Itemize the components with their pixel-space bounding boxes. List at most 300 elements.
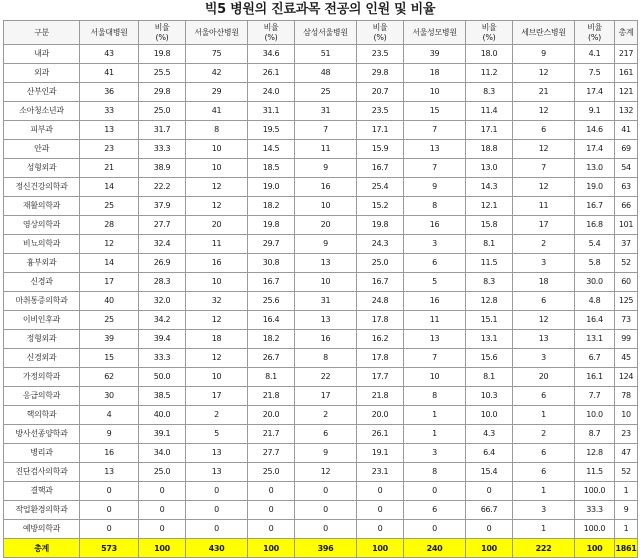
table-cell: 42 xyxy=(186,64,248,83)
table-cell: 0 xyxy=(357,501,404,520)
table-cell: 8.7 xyxy=(575,425,615,444)
table-cell: 9 xyxy=(295,159,357,178)
table-cell: 12 xyxy=(186,311,248,330)
table-cell: 7 xyxy=(513,159,575,178)
table-cell: 15 xyxy=(404,102,466,121)
table-cell: 0 xyxy=(139,520,186,539)
table-cell: 8.1 xyxy=(466,235,513,254)
table-row xyxy=(4,406,638,425)
table-cell: 41 xyxy=(186,102,248,121)
table-cell: 30.0 xyxy=(575,273,615,292)
table-cell: 6 xyxy=(513,463,575,482)
table-row xyxy=(4,368,638,387)
table-row xyxy=(4,45,638,64)
table-cell: 25.6 xyxy=(248,292,295,311)
table-cell: 27.7 xyxy=(139,216,186,235)
table-cell: 40.0 xyxy=(139,406,186,425)
table-cell: 4.3 xyxy=(466,425,513,444)
table-cell: 20.0 xyxy=(357,406,404,425)
resident-ratio-table xyxy=(3,20,638,558)
table-cell: 10.0 xyxy=(466,406,513,425)
header-ratio-2: 비율 (%) xyxy=(248,21,295,45)
table-cell: 2 xyxy=(186,406,248,425)
table-cell: 26.1 xyxy=(248,64,295,83)
table-cell: 3 xyxy=(404,444,466,463)
table-cell: 10 xyxy=(186,273,248,292)
table-cell: 9 xyxy=(404,178,466,197)
table-cell: 0 xyxy=(139,482,186,501)
table-cell: 13.1 xyxy=(466,330,513,349)
table-cell: 19.8 xyxy=(248,216,295,235)
table-cell: 13 xyxy=(295,311,357,330)
table-cell: 16.2 xyxy=(357,330,404,349)
table-cell: 43 xyxy=(80,45,139,64)
table-cell: 0 xyxy=(186,501,248,520)
table-cell: 62 xyxy=(80,368,139,387)
table-cell: 26.1 xyxy=(357,425,404,444)
table-row xyxy=(4,159,638,178)
row-department: 결핵과 xyxy=(4,482,80,501)
table-cell: 52 xyxy=(615,254,638,273)
row-department: 외과 xyxy=(4,64,80,83)
table-cell: 21.8 xyxy=(248,387,295,406)
table-cell: 73 xyxy=(615,311,638,330)
table-cell: 7 xyxy=(404,121,466,140)
table-cell: 13 xyxy=(186,444,248,463)
table-cell: 7.7 xyxy=(575,387,615,406)
row-department: 정신건강의학과 xyxy=(4,178,80,197)
row-department: 신경외과 xyxy=(4,349,80,368)
table-cell: 0 xyxy=(404,482,466,501)
table-cell: 16.7 xyxy=(248,273,295,292)
table-cell: 6 xyxy=(404,254,466,273)
table-cell: 66 xyxy=(615,197,638,216)
table-cell: 9 xyxy=(615,501,638,520)
table-row xyxy=(4,311,638,330)
table-cell: 17.1 xyxy=(466,121,513,140)
table-cell: 15.2 xyxy=(357,197,404,216)
table-cell: 19.8 xyxy=(357,216,404,235)
table-cell: 16.4 xyxy=(248,311,295,330)
table-cell: 7 xyxy=(295,121,357,140)
table-cell: 16.7 xyxy=(357,273,404,292)
table-cell: 0 xyxy=(248,482,295,501)
table-cell: 16 xyxy=(404,292,466,311)
table-cell: 41 xyxy=(615,121,638,140)
table-cell: 16 xyxy=(295,178,357,197)
table-cell: 12.8 xyxy=(466,292,513,311)
table-cell: 18.5 xyxy=(248,159,295,178)
table-cell: 31 xyxy=(295,292,357,311)
table-cell: 69 xyxy=(615,140,638,159)
table-cell: 10.3 xyxy=(466,387,513,406)
table-cell: 1 xyxy=(513,482,575,501)
table-cell: 19.5 xyxy=(248,121,295,140)
table-cell: 15.9 xyxy=(357,140,404,159)
table-cell: 12 xyxy=(80,235,139,254)
table-cell: 32.4 xyxy=(139,235,186,254)
table-cell: 0 xyxy=(248,520,295,539)
totals-row xyxy=(4,539,638,558)
table-cell: 18.8 xyxy=(466,140,513,159)
table-cell: 5 xyxy=(404,273,466,292)
table-cell: 16 xyxy=(295,330,357,349)
row-department: 흉부외과 xyxy=(4,254,80,273)
table-cell: 17.1 xyxy=(357,121,404,140)
table-cell: 32.0 xyxy=(139,292,186,311)
table-cell: 8 xyxy=(186,121,248,140)
header-ratio-3: 비율 (%) xyxy=(357,21,404,45)
table-row xyxy=(4,444,638,463)
table-cell: 39.1 xyxy=(139,425,186,444)
table-cell: 16.8 xyxy=(575,216,615,235)
row-department: 재활의학과 xyxy=(4,197,80,216)
table-cell: 124 xyxy=(615,368,638,387)
table-row xyxy=(4,83,638,102)
table-cell: 66.7 xyxy=(466,501,513,520)
table-cell: 15 xyxy=(80,349,139,368)
table-row xyxy=(4,292,638,311)
table-cell: 21.7 xyxy=(248,425,295,444)
table-cell: 100.0 xyxy=(575,482,615,501)
header-total: 총계 xyxy=(615,21,638,45)
table-cell: 13 xyxy=(186,463,248,482)
table-cell: 14.5 xyxy=(248,140,295,159)
header-hospital-3: 삼성서울병원 xyxy=(295,21,357,45)
table-cell: 8.3 xyxy=(466,83,513,102)
table-cell: 0 xyxy=(139,501,186,520)
table-cell: 28 xyxy=(80,216,139,235)
table-cell: 11.2 xyxy=(466,64,513,83)
table-cell: 12.8 xyxy=(575,444,615,463)
table-cell: 5.4 xyxy=(575,235,615,254)
table-cell: 10 xyxy=(404,83,466,102)
table-cell: 13.0 xyxy=(575,159,615,178)
table-cell: 7 xyxy=(404,159,466,178)
table-cell: 0 xyxy=(404,520,466,539)
table-cell: 29.7 xyxy=(248,235,295,254)
header-hospital-2: 서울아산병원 xyxy=(186,21,248,45)
table-cell: 6.4 xyxy=(466,444,513,463)
table-cell: 12 xyxy=(513,311,575,330)
table-row xyxy=(4,197,638,216)
table-cell: 20 xyxy=(513,368,575,387)
header-ratio-4: 비율 (%) xyxy=(466,21,513,45)
table-cell: 32 xyxy=(186,292,248,311)
table-cell: 10 xyxy=(186,159,248,178)
table-cell: 60 xyxy=(615,273,638,292)
table-cell: 12 xyxy=(186,178,248,197)
row-department: 신경과 xyxy=(4,273,80,292)
table-cell: 63 xyxy=(615,178,638,197)
table-row xyxy=(4,140,638,159)
table-cell: 4 xyxy=(80,406,139,425)
totals-label: 총계 xyxy=(4,539,80,558)
table-cell: 28.3 xyxy=(139,273,186,292)
table-cell: 12 xyxy=(513,140,575,159)
table-cell: 12 xyxy=(295,463,357,482)
table-cell: 17 xyxy=(295,387,357,406)
table-cell: 11 xyxy=(295,140,357,159)
table-row xyxy=(4,273,638,292)
table-cell: 37 xyxy=(615,235,638,254)
table-cell: 9 xyxy=(80,425,139,444)
table-cell: 54 xyxy=(615,159,638,178)
table-cell: 0 xyxy=(295,482,357,501)
table-cell: 48 xyxy=(295,64,357,83)
table-cell: 101 xyxy=(615,216,638,235)
table-cell: 52 xyxy=(615,463,638,482)
table-cell: 13 xyxy=(513,330,575,349)
table-cell: 51 xyxy=(295,45,357,64)
table-cell: 7.5 xyxy=(575,64,615,83)
table-cell: 36 xyxy=(80,83,139,102)
table-cell: 8 xyxy=(295,349,357,368)
table-cell: 14.6 xyxy=(575,121,615,140)
table-cell: 33.3 xyxy=(139,349,186,368)
table-cell: 23.1 xyxy=(357,463,404,482)
table-cell: 1 xyxy=(615,482,638,501)
table-cell: 13 xyxy=(404,330,466,349)
table-cell: 39.4 xyxy=(139,330,186,349)
table-cell: 16 xyxy=(80,444,139,463)
table-cell: 23 xyxy=(80,140,139,159)
table-cell: 33.3 xyxy=(575,501,615,520)
table-cell: 0 xyxy=(186,520,248,539)
table-cell: 1 xyxy=(404,406,466,425)
table-cell: 17.7 xyxy=(357,368,404,387)
table-cell: 11 xyxy=(513,197,575,216)
table-cell: 25 xyxy=(295,83,357,102)
table-row xyxy=(4,463,638,482)
table-row xyxy=(4,349,638,368)
table-cell: 16.7 xyxy=(357,159,404,178)
table-row xyxy=(4,102,638,121)
table-cell: 34.6 xyxy=(248,45,295,64)
totals-cell: 100 xyxy=(575,539,615,558)
totals-cell: 396 xyxy=(295,539,357,558)
table-row xyxy=(4,216,638,235)
table-cell: 0 xyxy=(357,482,404,501)
table-cell: 4.8 xyxy=(575,292,615,311)
table-cell: 11.5 xyxy=(575,463,615,482)
table-cell: 3 xyxy=(513,501,575,520)
row-department: 소아청소년과 xyxy=(4,102,80,121)
table-cell: 26.7 xyxy=(248,349,295,368)
table-cell: 18.2 xyxy=(248,197,295,216)
table-cell: 25.4 xyxy=(357,178,404,197)
table-cell: 16.4 xyxy=(575,311,615,330)
table-cell: 6.7 xyxy=(575,349,615,368)
table-cell: 0 xyxy=(80,520,139,539)
table-cell: 8 xyxy=(404,463,466,482)
row-department: 방사선종양학과 xyxy=(4,425,80,444)
table-cell: 33.3 xyxy=(139,140,186,159)
header-ratio-5: 비율 (%) xyxy=(575,21,615,45)
table-cell: 18.0 xyxy=(466,45,513,64)
table-cell: 34.2 xyxy=(139,311,186,330)
table-cell: 75 xyxy=(186,45,248,64)
table-cell: 41 xyxy=(80,64,139,83)
table-cell: 13 xyxy=(404,140,466,159)
row-department: 내과 xyxy=(4,45,80,64)
totals-cell: 100 xyxy=(357,539,404,558)
table-cell: 10 xyxy=(295,197,357,216)
table-cell: 17 xyxy=(513,216,575,235)
table-cell: 25.0 xyxy=(248,463,295,482)
table-cell: 6 xyxy=(513,387,575,406)
table-cell: 217 xyxy=(615,45,638,64)
table-cell: 50.0 xyxy=(139,368,186,387)
row-department: 성형외과 xyxy=(4,159,80,178)
table-cell: 29.8 xyxy=(357,64,404,83)
table-cell: 13.0 xyxy=(466,159,513,178)
totals-cell: 100 xyxy=(466,539,513,558)
table-cell: 12 xyxy=(513,178,575,197)
table-cell: 18 xyxy=(513,273,575,292)
table-cell: 9.1 xyxy=(575,102,615,121)
table-cell: 3 xyxy=(513,254,575,273)
table-cell: 125 xyxy=(615,292,638,311)
table-cell: 39 xyxy=(404,45,466,64)
table-cell: 17.4 xyxy=(575,83,615,102)
totals-cell: 100 xyxy=(248,539,295,558)
table-cell: 8 xyxy=(404,387,466,406)
row-department: 핵의학과 xyxy=(4,406,80,425)
table-row xyxy=(4,235,638,254)
table-cell: 0 xyxy=(466,520,513,539)
table-cell: 30.8 xyxy=(248,254,295,273)
table-cell: 11 xyxy=(404,311,466,330)
totals-cell: 100 xyxy=(139,539,186,558)
table-cell: 6 xyxy=(513,292,575,311)
table-cell: 1 xyxy=(404,425,466,444)
table-cell: 18.2 xyxy=(248,330,295,349)
totals-cell: 1861 xyxy=(615,539,638,558)
table-cell: 22.2 xyxy=(139,178,186,197)
header-ratio-1: 비율 (%) xyxy=(139,21,186,45)
table-cell: 13 xyxy=(80,121,139,140)
table-cell: 39 xyxy=(80,330,139,349)
table-cell: 0 xyxy=(248,501,295,520)
table-row xyxy=(4,520,638,539)
table-cell: 25 xyxy=(80,311,139,330)
table-cell: 8.3 xyxy=(466,273,513,292)
table-cell: 16 xyxy=(186,254,248,273)
table-cell: 14 xyxy=(80,178,139,197)
table-row xyxy=(4,501,638,520)
totals-cell: 240 xyxy=(404,539,466,558)
table-cell: 11.4 xyxy=(466,102,513,121)
table-cell: 13 xyxy=(295,254,357,273)
table-cell: 20.0 xyxy=(248,406,295,425)
table-cell: 9 xyxy=(513,45,575,64)
table-row xyxy=(4,330,638,349)
table-cell: 24.0 xyxy=(248,83,295,102)
row-department: 응급의학과 xyxy=(4,387,80,406)
table-cell: 11 xyxy=(186,235,248,254)
table-body xyxy=(4,45,638,539)
row-department: 예방의학과 xyxy=(4,520,80,539)
table-cell: 25.0 xyxy=(139,102,186,121)
table-cell: 23.5 xyxy=(357,45,404,64)
table-cell: 100.0 xyxy=(575,520,615,539)
totals-cell: 573 xyxy=(80,539,139,558)
table-cell: 6 xyxy=(404,501,466,520)
row-department: 진단검사의학과 xyxy=(4,463,80,482)
table-cell: 37.9 xyxy=(139,197,186,216)
table-cell: 19.0 xyxy=(248,178,295,197)
row-department: 가정의학과 xyxy=(4,368,80,387)
table-cell: 29 xyxy=(186,83,248,102)
table-cell: 132 xyxy=(615,102,638,121)
table-cell: 16 xyxy=(404,216,466,235)
table-cell: 38.5 xyxy=(139,387,186,406)
row-department: 비뇨의학과 xyxy=(4,235,80,254)
table-cell: 29.8 xyxy=(139,83,186,102)
table-cell: 0 xyxy=(186,482,248,501)
table-cell: 23 xyxy=(615,425,638,444)
table-cell: 17.8 xyxy=(357,311,404,330)
table-cell: 9 xyxy=(295,235,357,254)
table-cell: 14 xyxy=(80,254,139,273)
table-cell: 12.1 xyxy=(466,197,513,216)
table-cell: 0 xyxy=(295,501,357,520)
table-cell: 78 xyxy=(615,387,638,406)
table-cell: 20.7 xyxy=(357,83,404,102)
table-cell: 23.5 xyxy=(357,102,404,121)
header-row xyxy=(4,21,638,45)
table-cell: 99 xyxy=(615,330,638,349)
table-cell: 8.1 xyxy=(248,368,295,387)
table-row xyxy=(4,482,638,501)
table-cell: 40 xyxy=(80,292,139,311)
table-cell: 1 xyxy=(615,520,638,539)
row-department: 피부과 xyxy=(4,121,80,140)
table-cell: 45 xyxy=(615,349,638,368)
table-cell: 7 xyxy=(404,349,466,368)
table-cell: 31.7 xyxy=(139,121,186,140)
row-department: 영상의학과 xyxy=(4,216,80,235)
totals-cell: 430 xyxy=(186,539,248,558)
table-cell: 34.0 xyxy=(139,444,186,463)
header-hospital-1: 서울대병원 xyxy=(80,21,139,45)
table-cell: 13.1 xyxy=(575,330,615,349)
table-row xyxy=(4,254,638,273)
table-cell: 12 xyxy=(186,349,248,368)
table-row xyxy=(4,387,638,406)
table-cell: 10.0 xyxy=(575,406,615,425)
table-cell: 6 xyxy=(295,425,357,444)
table-cell: 16.1 xyxy=(575,368,615,387)
table-cell: 15.4 xyxy=(466,463,513,482)
table-cell: 10 xyxy=(295,273,357,292)
table-cell: 19.8 xyxy=(139,45,186,64)
table-cell: 38.9 xyxy=(139,159,186,178)
table-cell: 20 xyxy=(295,216,357,235)
table-cell: 0 xyxy=(80,482,139,501)
table-cell: 21 xyxy=(80,159,139,178)
table-cell: 10 xyxy=(615,406,638,425)
header-hospital-5: 세브란스병원 xyxy=(513,21,575,45)
table-cell: 15.6 xyxy=(466,349,513,368)
table-cell: 18 xyxy=(186,330,248,349)
table-cell: 4.1 xyxy=(575,45,615,64)
table-cell: 3 xyxy=(513,349,575,368)
row-department: 정형외과 xyxy=(4,330,80,349)
table-cell: 161 xyxy=(615,64,638,83)
table-cell: 16.7 xyxy=(575,197,615,216)
